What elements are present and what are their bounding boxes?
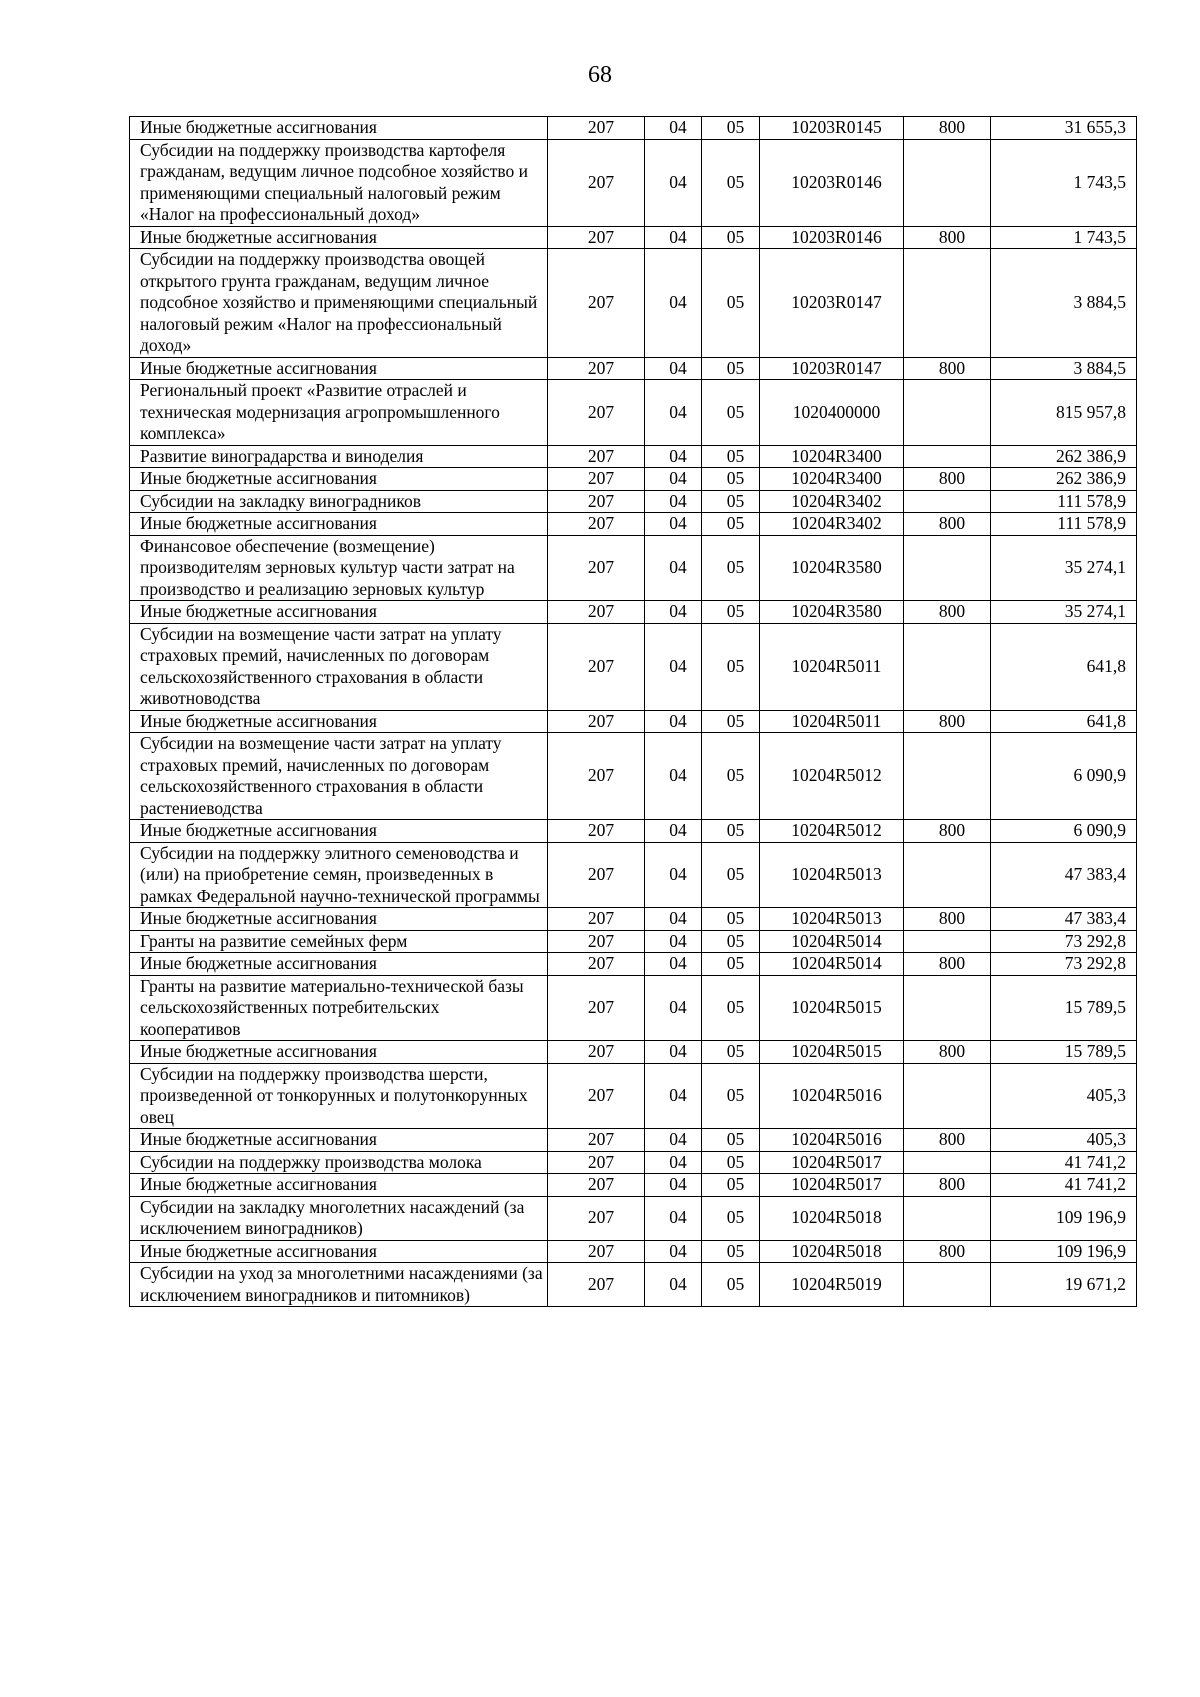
amount-cell: 641,8 [991,623,1137,710]
expense-type-code-cell [904,1196,991,1240]
ministry-code-cell: 207 [548,1174,645,1197]
target-article-code-cell: 10204R5016 [760,1063,904,1129]
item-name-cell: Иные бюджетные ассигнования [130,820,548,843]
subsection-code-cell: 05 [702,1129,760,1152]
section-code-cell: 04 [645,468,702,491]
item-name-cell: Субсидии на поддержку элитного семеноводства и (или) на приобретение семян, произведенных в рамках Федеральной научно-технической программы [130,842,548,908]
item-name-cell: Иные бюджетные ассигнования [130,468,548,491]
item-name-cell: Иные бюджетные ассигнования [130,1174,548,1197]
subsection-code-cell: 05 [702,953,760,976]
target-article-code-cell: 10204R5014 [760,930,904,953]
section-code-cell: 04 [645,908,702,931]
amount-cell: 109 196,9 [991,1240,1137,1263]
table-row [130,1174,1137,1197]
expense-type-code-cell [904,930,991,953]
ministry-code-cell: 207 [548,820,645,843]
amount-cell: 3 884,5 [991,249,1137,358]
subsection-code-cell: 05 [702,513,760,536]
table-row [130,445,1137,468]
amount-cell: 15 789,5 [991,1041,1137,1064]
subsection-code-cell: 05 [702,226,760,249]
expense-type-code-cell [904,842,991,908]
ministry-code-cell: 207 [548,1063,645,1129]
ministry-code-cell: 207 [548,117,645,140]
section-code-cell: 04 [645,445,702,468]
table-row [130,1063,1137,1129]
item-name-cell: Субсидии на закладку многолетних насаждений (за исключением виноградников) [130,1196,548,1240]
target-article-code-cell: 10204R5012 [760,820,904,843]
amount-cell: 405,3 [991,1129,1137,1152]
section-code-cell: 04 [645,601,702,624]
item-name-cell: Субсидии на поддержку производства картофеля гражданам, ведущим личное подсобное хозяйство и применяющими специальный налоговый режим «Налог на профессиональный доход» [130,139,548,226]
subsection-code-cell: 05 [702,1174,760,1197]
target-article-code-cell: 10204R5015 [760,975,904,1041]
ministry-code-cell: 207 [548,908,645,931]
table-row [130,1240,1137,1263]
table-row [130,842,1137,908]
amount-cell: 19 671,2 [991,1263,1137,1307]
table-row [130,535,1137,601]
subsection-code-cell: 05 [702,490,760,513]
target-article-code-cell: 10204R3580 [760,535,904,601]
subsection-code-cell: 05 [702,468,760,491]
ministry-code-cell: 207 [548,249,645,358]
section-code-cell: 04 [645,1174,702,1197]
expense-type-code-cell: 800 [904,1240,991,1263]
item-name-cell: Иные бюджетные ассигнования [130,357,548,380]
ministry-code-cell: 207 [548,601,645,624]
item-name-cell: Иные бюджетные ассигнования [130,710,548,733]
amount-cell: 35 274,1 [991,601,1137,624]
table-row [130,710,1137,733]
ministry-code-cell: 207 [548,953,645,976]
item-name-cell: Иные бюджетные ассигнования [130,513,548,536]
subsection-code-cell: 05 [702,710,760,733]
item-name-cell: Иные бюджетные ассигнования [130,1129,548,1152]
subsection-code-cell: 05 [702,445,760,468]
ministry-code-cell: 207 [548,1240,645,1263]
amount-cell: 262 386,9 [991,445,1137,468]
expense-type-code-cell [904,139,991,226]
amount-cell: 1 743,5 [991,226,1137,249]
section-code-cell: 04 [645,249,702,358]
subsection-code-cell: 05 [702,820,760,843]
table-row [130,249,1137,358]
target-article-code-cell: 10204R5011 [760,623,904,710]
amount-cell: 1 743,5 [991,139,1137,226]
expense-type-code-cell [904,733,991,820]
target-article-code-cell: 10204R3400 [760,468,904,491]
target-article-code-cell: 10204R5011 [760,710,904,733]
expense-type-code-cell: 800 [904,1174,991,1197]
target-article-code-cell: 10203R0147 [760,249,904,358]
table-row [130,1041,1137,1064]
amount-cell: 641,8 [991,710,1137,733]
subsection-code-cell: 05 [702,1240,760,1263]
table-row [130,820,1137,843]
section-code-cell: 04 [645,513,702,536]
ministry-code-cell: 207 [548,357,645,380]
amount-cell: 3 884,5 [991,357,1137,380]
budget-table-body [130,117,1137,1307]
ministry-code-cell: 207 [548,1041,645,1064]
table-row [130,975,1137,1041]
amount-cell: 111 578,9 [991,513,1137,536]
amount-cell: 109 196,9 [991,1196,1137,1240]
subsection-code-cell: 05 [702,842,760,908]
section-code-cell: 04 [645,1151,702,1174]
table-row [130,226,1137,249]
expense-type-code-cell: 800 [904,117,991,140]
ministry-code-cell: 207 [548,733,645,820]
ministry-code-cell: 207 [548,535,645,601]
amount-cell: 405,3 [991,1063,1137,1129]
table-row [130,357,1137,380]
table-row [130,380,1137,446]
subsection-code-cell: 05 [702,975,760,1041]
section-code-cell: 04 [645,1041,702,1064]
target-article-code-cell: 10204R5012 [760,733,904,820]
subsection-code-cell: 05 [702,1041,760,1064]
expense-type-code-cell: 800 [904,357,991,380]
subsection-code-cell: 05 [702,535,760,601]
section-code-cell: 04 [645,710,702,733]
amount-cell: 15 789,5 [991,975,1137,1041]
expense-type-code-cell: 800 [904,1041,991,1064]
ministry-code-cell: 207 [548,139,645,226]
item-name-cell: Иные бюджетные ассигнования [130,1240,548,1263]
expense-type-code-cell: 800 [904,601,991,624]
ministry-code-cell: 207 [548,445,645,468]
expense-type-code-cell [904,1063,991,1129]
item-name-cell: Субсидии на поддержку производства шерсти, произведенной от тонкорунных и полутонкорунных овец [130,1063,548,1129]
expense-type-code-cell [904,380,991,446]
subsection-code-cell: 05 [702,1196,760,1240]
ministry-code-cell: 207 [548,1263,645,1307]
item-name-cell: Иные бюджетные ассигнования [130,953,548,976]
amount-cell: 73 292,8 [991,953,1137,976]
subsection-code-cell: 05 [702,908,760,931]
target-article-code-cell: 10204R5016 [760,1129,904,1152]
expense-type-code-cell: 800 [904,820,991,843]
section-code-cell: 04 [645,1129,702,1152]
expense-type-code-cell [904,1263,991,1307]
subsection-code-cell: 05 [702,249,760,358]
item-name-cell: Субсидии на уход за многолетними насаждениями (за исключением виноградников и питомников) [130,1263,548,1307]
expense-type-code-cell: 800 [904,1129,991,1152]
section-code-cell: 04 [645,380,702,446]
item-name-cell: Иные бюджетные ассигнования [130,117,548,140]
amount-cell: 41 741,2 [991,1151,1137,1174]
ministry-code-cell: 207 [548,842,645,908]
table-row [130,490,1137,513]
table-row [130,513,1137,536]
table-row [130,908,1137,931]
expense-type-code-cell [904,623,991,710]
expense-type-code-cell: 800 [904,710,991,733]
target-article-code-cell: 10204R3580 [760,601,904,624]
table-row [130,468,1137,491]
item-name-cell: Гранты на развитие семейных ферм [130,930,548,953]
table-row [130,733,1137,820]
amount-cell: 41 741,2 [991,1174,1137,1197]
subsection-code-cell: 05 [702,1063,760,1129]
table-row [130,117,1137,140]
amount-cell: 815 957,8 [991,380,1137,446]
amount-cell: 73 292,8 [991,930,1137,953]
table-row [130,1129,1137,1152]
table-row [130,1151,1137,1174]
expense-type-code-cell [904,249,991,358]
ministry-code-cell: 207 [548,226,645,249]
section-code-cell: 04 [645,1196,702,1240]
expense-type-code-cell [904,490,991,513]
section-code-cell: 04 [645,1063,702,1129]
section-code-cell: 04 [645,623,702,710]
expense-type-code-cell: 800 [904,908,991,931]
section-code-cell: 04 [645,930,702,953]
target-article-code-cell: 10204R3402 [760,490,904,513]
item-name-cell: Субсидии на поддержку производства овощей открытого грунта гражданам, ведущим личное подсобное хозяйство и применяющими специальный налоговый режим «Налог на профессиональный доход» [130,249,548,358]
table-row [130,623,1137,710]
subsection-code-cell: 05 [702,601,760,624]
target-article-code-cell: 10204R3402 [760,513,904,536]
item-name-cell: Иные бюджетные ассигнования [130,601,548,624]
subsection-code-cell: 05 [702,733,760,820]
section-code-cell: 04 [645,1263,702,1307]
expense-type-code-cell [904,1151,991,1174]
ministry-code-cell: 207 [548,930,645,953]
table-row [130,601,1137,624]
target-article-code-cell: 1020400000 [760,380,904,446]
ministry-code-cell: 207 [548,1151,645,1174]
target-article-code-cell: 10203R0146 [760,226,904,249]
section-code-cell: 04 [645,820,702,843]
section-code-cell: 04 [645,733,702,820]
target-article-code-cell: 10203R0146 [760,139,904,226]
target-article-code-cell: 10204R5013 [760,842,904,908]
ministry-code-cell: 207 [548,1196,645,1240]
expense-type-code-cell: 800 [904,468,991,491]
section-code-cell: 04 [645,357,702,380]
section-code-cell: 04 [645,975,702,1041]
amount-cell: 262 386,9 [991,468,1137,491]
target-article-code-cell: 10204R3400 [760,445,904,468]
subsection-code-cell: 05 [702,139,760,226]
table-row [130,1263,1137,1307]
item-name-cell: Гранты на развитие материально-технической базы сельскохозяйственных потребительских кооперативов [130,975,548,1041]
section-code-cell: 04 [645,842,702,908]
section-code-cell: 04 [645,1240,702,1263]
subsection-code-cell: 05 [702,380,760,446]
target-article-code-cell: 10204R5017 [760,1174,904,1197]
table-row [130,953,1137,976]
target-article-code-cell: 10204R5018 [760,1240,904,1263]
target-article-code-cell: 10203R0145 [760,117,904,140]
ministry-code-cell: 207 [548,380,645,446]
subsection-code-cell: 05 [702,623,760,710]
ministry-code-cell: 207 [548,513,645,536]
item-name-cell: Финансовое обеспечение (возмещение) производителям зерновых культур части затрат на производство и реализацию зерновых культур [130,535,548,601]
subsection-code-cell: 05 [702,1151,760,1174]
section-code-cell: 04 [645,139,702,226]
subsection-code-cell: 05 [702,930,760,953]
section-code-cell: 04 [645,226,702,249]
page-number: 68 [588,62,612,88]
section-code-cell: 04 [645,117,702,140]
target-article-code-cell: 10204R5015 [760,1041,904,1064]
ministry-code-cell: 207 [548,468,645,491]
target-article-code-cell: 10204R5017 [760,1151,904,1174]
item-name-cell: Субсидии на поддержку производства молока [130,1151,548,1174]
expense-type-code-cell [904,535,991,601]
expense-type-code-cell: 800 [904,226,991,249]
ministry-code-cell: 207 [548,490,645,513]
expense-type-code-cell [904,975,991,1041]
target-article-code-cell: 10203R0147 [760,357,904,380]
ministry-code-cell: 207 [548,975,645,1041]
table-row [130,1196,1137,1240]
subsection-code-cell: 05 [702,117,760,140]
expense-type-code-cell: 800 [904,953,991,976]
expense-type-code-cell [904,445,991,468]
item-name-cell: Региональный проект «Развитие отраслей и техническая модернизация агропромышленного комплекса» [130,380,548,446]
item-name-cell: Иные бюджетные ассигнования [130,226,548,249]
target-article-code-cell: 10204R5018 [760,1196,904,1240]
budget-table [129,116,1137,1307]
target-article-code-cell: 10204R5019 [760,1263,904,1307]
item-name-cell: Субсидии на возмещение части затрат на уплату страховых премий, начисленных по договорам сельскохозяйственного страхования в области растениеводства [130,733,548,820]
section-code-cell: 04 [645,535,702,601]
amount-cell: 6 090,9 [991,820,1137,843]
ministry-code-cell: 207 [548,710,645,733]
expense-type-code-cell: 800 [904,513,991,536]
ministry-code-cell: 207 [548,1129,645,1152]
subsection-code-cell: 05 [702,1263,760,1307]
item-name-cell: Иные бюджетные ассигнования [130,1041,548,1064]
item-name-cell: Субсидии на закладку виноградников [130,490,548,513]
amount-cell: 6 090,9 [991,733,1137,820]
item-name-cell: Развитие виноградарства и виноделия [130,445,548,468]
item-name-cell: Субсидии на возмещение части затрат на уплату страховых премий, начисленных по договорам сельскохозяйственного страхования в области животноводства [130,623,548,710]
table-row [130,930,1137,953]
subsection-code-cell: 05 [702,357,760,380]
table-row [130,139,1137,226]
section-code-cell: 04 [645,953,702,976]
target-article-code-cell: 10204R5013 [760,908,904,931]
amount-cell: 31 655,3 [991,117,1137,140]
item-name-cell: Иные бюджетные ассигнования [130,908,548,931]
amount-cell: 111 578,9 [991,490,1137,513]
amount-cell: 47 383,4 [991,908,1137,931]
target-article-code-cell: 10204R5014 [760,953,904,976]
ministry-code-cell: 207 [548,623,645,710]
section-code-cell: 04 [645,490,702,513]
amount-cell: 35 274,1 [991,535,1137,601]
amount-cell: 47 383,4 [991,842,1137,908]
